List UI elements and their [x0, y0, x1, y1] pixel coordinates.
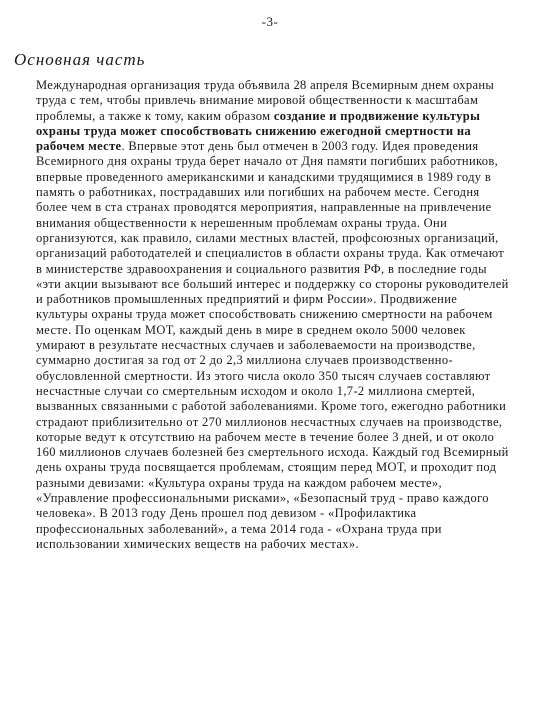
- body-paragraph: [36, 78, 512, 552]
- page-number: -3-: [261, 14, 279, 29]
- paragraph-text-intro: Международная организация труда объявила 28 апреля Всемирным днем охраны труда с тем, чтобы привлечь внимание мировой общественности к масштабам проблемы, а также к тому, каким образом: [36, 78, 495, 123]
- paragraph-text-main: . Впервые этот день был отмечен в 2003 году. Идея проведения Всемирного дня охраны труда берет начало от Дня памяти погибших работников, впервые проведенного американскими и канадскими трудящимися в 1989 году в память о работниках, пострадавших или погибших на рабочем месте. Сегодня более чем в ста странах проводятся мероприятия, направленные на привлечение внимания общественности к нерешенным проблемам охраны труда. Они организуются, как правило, силами местных властей, профсоюзных организаций, организаций работодателей и специалистов в области охраны труда. Как отмечают в министерстве здравоохранения и социального развития РФ, в последние годы «эти акции вызывают все больший интерес и поддержку со стороны руководителей и работников промышленных предприятий и фирм России». Продвижение культуры охраны труда может способствовать снижению смертности на рабочем месте. По оценкам МОТ, каждый день в мире в среднем около 5000 человек умирают в результате несчастных случаев и заболеваемости на производстве, суммарно достигая за год от 2 до 2,3 миллиона случаев производственно-обусловленной смертности. Из этого числа около 350 тысяч случаев составляют несчастные случаи со смертельным исходом и около 1,7-2 миллиона смертей, вызванных связанными с работой заболеваниями. Кроме того, ежегодно работники страдают приблизительно от 270 миллионов несчастных случаев на производстве, которые ведут к отсутствию на рабочем месте в течение более 3 дней, и от около 160 миллионов случаев болезней без смертельного исхода. Каждый год Всемирный день охраны труда посвящается проблемам, стоящим перед МОТ, и проходит под разными девизами: «Культура охраны труда на каждом рабочем месте», «Управление профессиональными рисками», «Безопасный труд - право каждого человека». В 2013 году День прошел под девизом - «Профилактика профессиональных заболеваний», а тема 2014 года - «Охрана труда при использовании химических веществ на рабочих местах».: [36, 139, 509, 551]
- section-heading: Основная часть: [14, 50, 146, 69]
- paragraph-text-emphasis: создание и продвижение культуры охраны труда может способствовать снижению ежегодной смертности на рабочем месте: [36, 108, 481, 154]
